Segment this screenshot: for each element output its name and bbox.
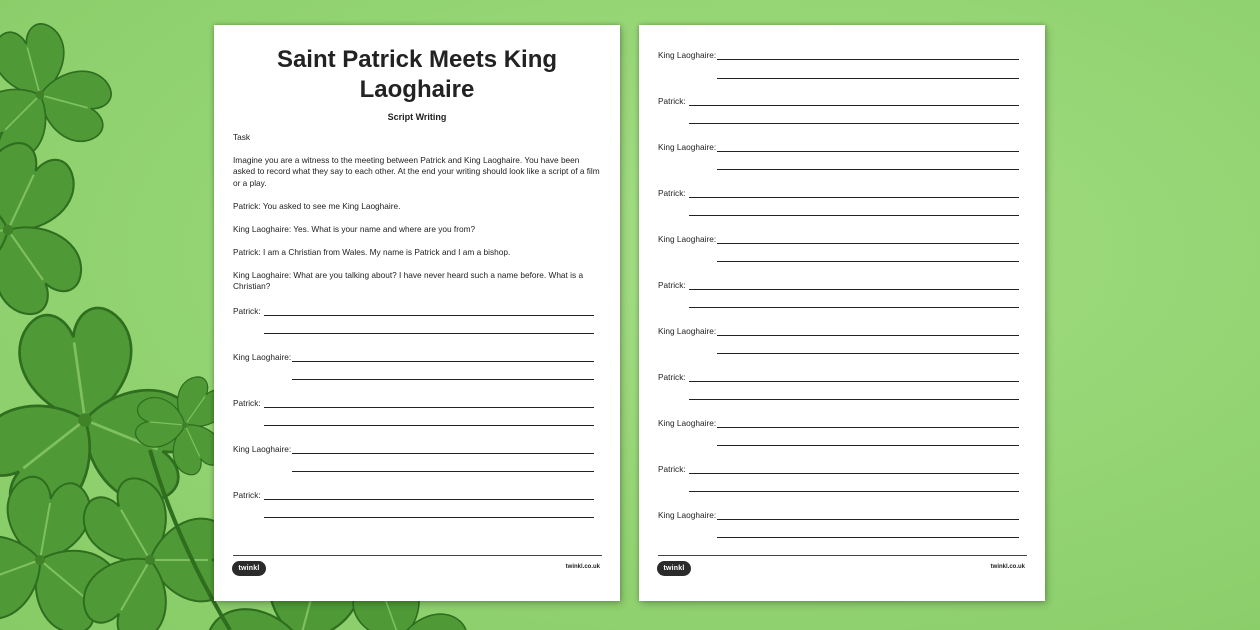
writing-line[interactable] [264, 499, 594, 500]
writing-line[interactable] [717, 169, 1019, 170]
writing-line[interactable] [717, 59, 1019, 60]
writing-line[interactable] [292, 471, 594, 472]
prompt-label: King Laoghaire: [658, 50, 717, 60]
writing-line[interactable] [689, 381, 1019, 382]
worksheet-page-1 [214, 25, 620, 601]
website-text: twinkl.co.uk [990, 564, 1025, 570]
prompt-label: Patrick: [233, 490, 261, 500]
prompt-label: Patrick: [658, 96, 686, 106]
writing-line[interactable] [717, 78, 1019, 79]
prompt-label: King Laoghaire: [658, 418, 717, 428]
prompt-label: Patrick: [658, 280, 686, 290]
writing-line[interactable] [689, 215, 1019, 216]
prompt-label: King Laoghaire: [658, 510, 717, 520]
clover-mid-left-icon [0, 113, 130, 343]
prompt-label: Patrick: [233, 398, 261, 408]
writing-line[interactable] [689, 123, 1019, 124]
writing-line[interactable] [717, 427, 1019, 428]
footer-divider [233, 555, 602, 556]
writing-line[interactable] [689, 491, 1019, 492]
footer-divider [658, 555, 1027, 556]
writing-line[interactable] [717, 353, 1019, 354]
writing-line[interactable] [264, 333, 594, 334]
writing-line[interactable] [717, 537, 1019, 538]
prompt-label: Patrick: [658, 372, 686, 382]
writing-line[interactable] [264, 425, 594, 426]
writing-line[interactable] [292, 379, 594, 380]
prompt-label: King Laoghaire: [658, 142, 717, 152]
writing-line[interactable] [717, 243, 1019, 244]
prompt-label: King Laoghaire: [233, 444, 292, 454]
page-title: Saint Patrick Meets King Laoghaire [276, 46, 558, 103]
twinkl-logo: twinkl [232, 561, 266, 576]
writing-line[interactable] [689, 399, 1019, 400]
writing-line[interactable] [292, 453, 594, 454]
prompt-label: Patrick: [233, 306, 261, 316]
writing-line[interactable] [264, 315, 594, 316]
prompt-label: Patrick: [658, 464, 686, 474]
prompt-label: King Laoghaire: [658, 234, 717, 244]
website-text: twinkl.co.uk [565, 564, 600, 570]
script-line-3: Patrick: I am a Christian from Wales. My name is Patrick and I am a bishop. [233, 247, 511, 257]
writing-line[interactable] [717, 335, 1019, 336]
script-line-1: Patrick: You asked to see me King Laoghaire. [233, 201, 401, 211]
writing-line[interactable] [689, 289, 1019, 290]
page-subtitle: Script Writing [387, 112, 447, 122]
writing-line[interactable] [717, 445, 1019, 446]
writing-line[interactable] [264, 517, 594, 518]
twinkl-logo: twinkl [657, 561, 691, 576]
writing-line[interactable] [689, 105, 1019, 106]
prompt-label: King Laoghaire: [658, 326, 717, 336]
writing-line[interactable] [717, 519, 1019, 520]
writing-line[interactable] [689, 197, 1019, 198]
writing-line[interactable] [264, 407, 594, 408]
writing-line[interactable] [717, 151, 1019, 152]
writing-line[interactable] [689, 473, 1019, 474]
task-intro: Imagine you are a witness to the meeting between Patrick and King Laoghaire. You have been asked to record what they say to each other. At the end your writing should look like a script of a film or a play. [233, 155, 600, 188]
writing-line[interactable] [717, 261, 1019, 262]
prompt-label: Patrick: [658, 188, 686, 198]
prompt-label: King Laoghaire: [233, 352, 292, 362]
worksheet-page-2 [639, 25, 1045, 601]
writing-line[interactable] [689, 307, 1019, 308]
script-line-4: King Laoghaire: What are you talking about? I have never heard such a name before. What is a Christian? [233, 270, 584, 292]
script-line-2: King Laoghaire: Yes. What is your name and where are you from? [233, 224, 476, 234]
writing-line[interactable] [292, 361, 594, 362]
task-label: Task [233, 132, 251, 142]
